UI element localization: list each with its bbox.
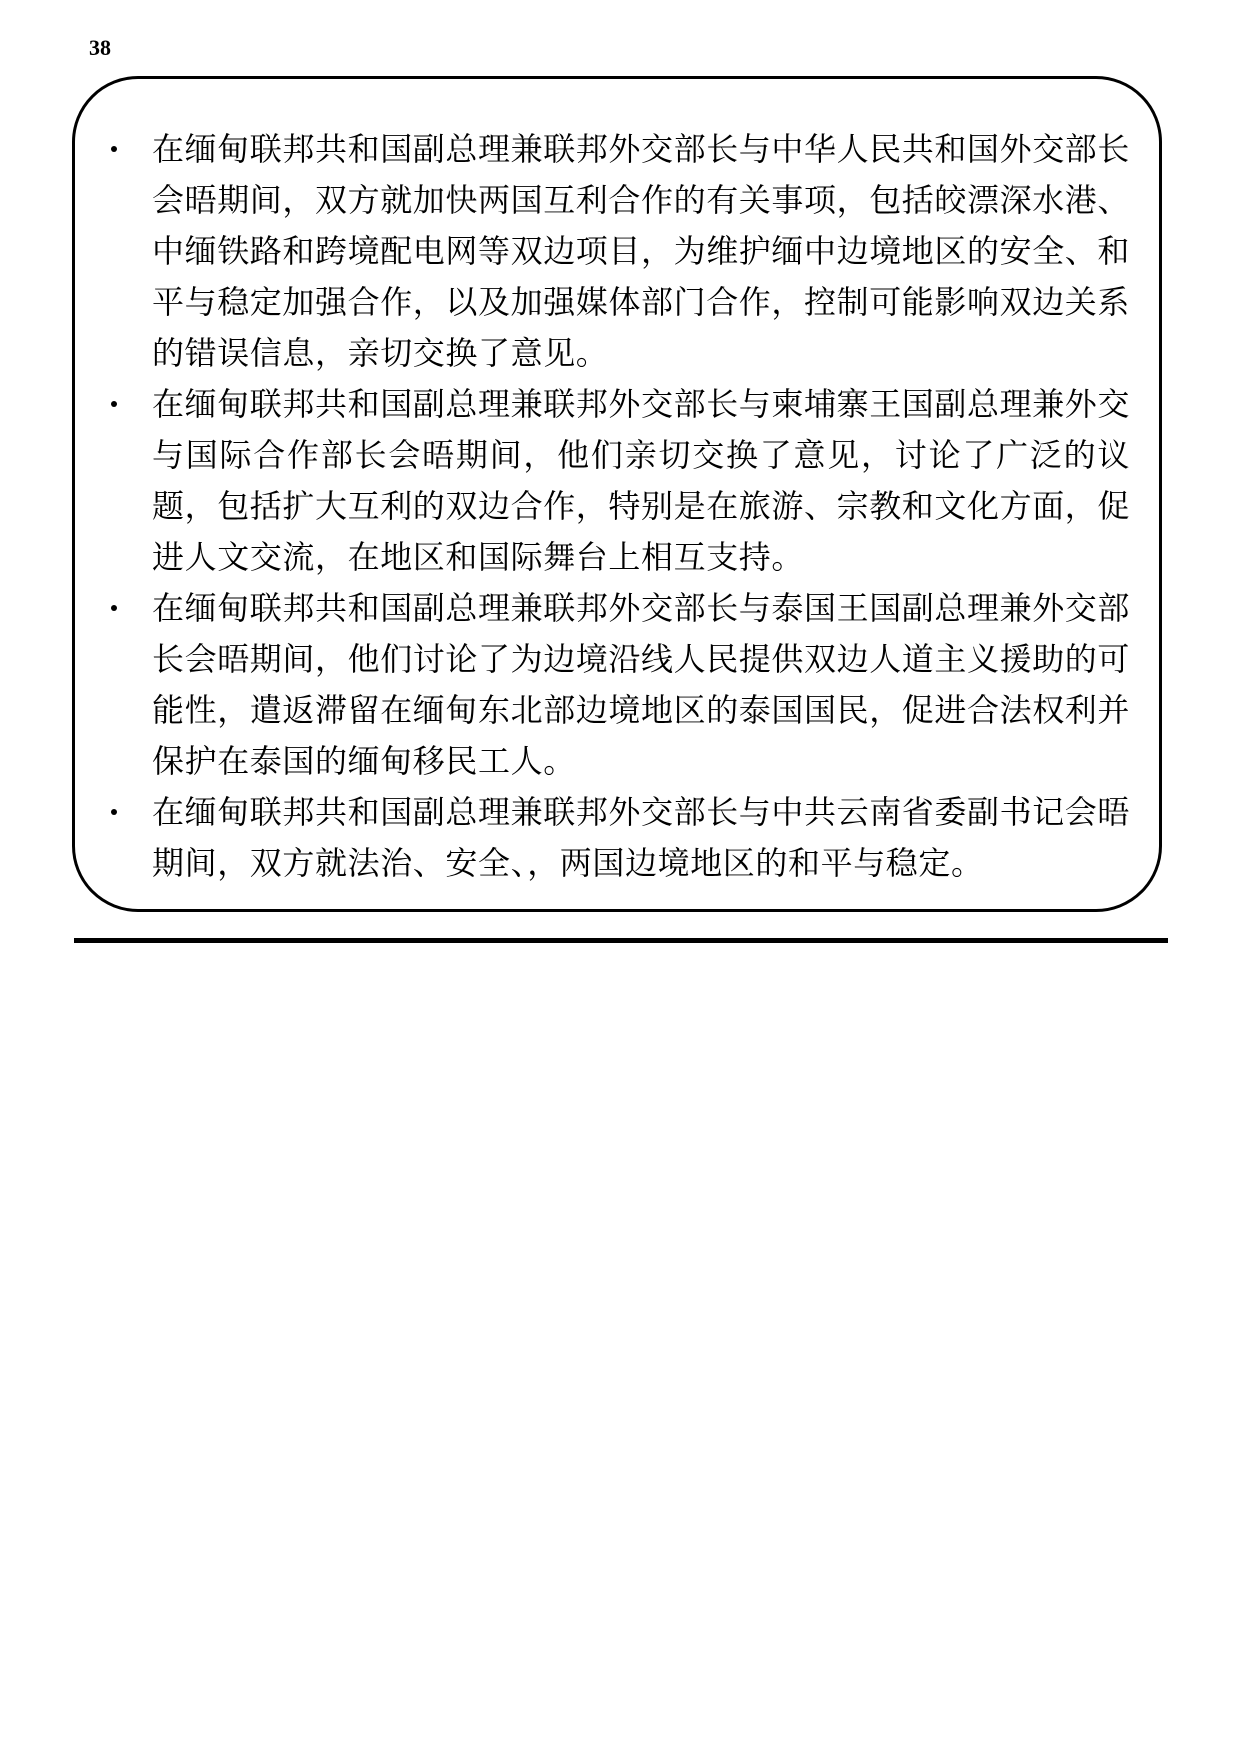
- bullet-text: 在缅甸联邦共和国副总理兼联邦外交部长与中共云南省委副书记会晤期间，双方就法治、安全、，两国边境地区的和平与稳定。: [152, 793, 1131, 882]
- bullet-text: 在缅甸联邦共和国副总理兼联邦外交部长与泰国王国副总理兼外交部长会晤期间，他们讨论了为边境沿线人民提供双边人道主义援助的可能性，遣返滞留在缅甸东北部边境地区的泰国国民，促进合法权利并保护在泰国的缅甸移民工人。: [152, 589, 1131, 780]
- bullet-item: [102, 124, 1130, 379]
- bullet-text: 在缅甸联邦共和国副总理兼联邦外交部长与中华人民共和国外交部长会晤期间，双方就加快两国互利合作的有关事项，包括皎漂深水港、中缅铁路和跨境配电网等双边项目，为维护缅中边境地区的安全、和平与稳定加强合作，以及加强媒体部门合作，控制可能影响双边关系的错误信息，亲切交换了意见。: [152, 130, 1131, 372]
- bullet-item: [102, 379, 1130, 583]
- page-number: 38: [89, 35, 111, 60]
- bullet-item: [102, 787, 1130, 889]
- bullet-text: 在缅甸联邦共和国副总理兼联邦外交部长与柬埔寨王国副总理兼外交与国际合作部长会晤期间，他们亲切交换了意见，讨论了广泛的议题，包括扩大互利的双边合作，特别是在旅游、宗教和文化方面，促进人文交流，在地区和国际舞台上相互支持。: [152, 385, 1131, 576]
- bullet-icon: [111, 146, 117, 152]
- bullet-list: [102, 124, 1130, 889]
- bullet-item: [102, 583, 1130, 787]
- bullet-icon: [111, 809, 117, 815]
- bullet-icon: [111, 605, 117, 611]
- horizontal-divider: [74, 938, 1168, 943]
- bullet-icon: [111, 401, 117, 407]
